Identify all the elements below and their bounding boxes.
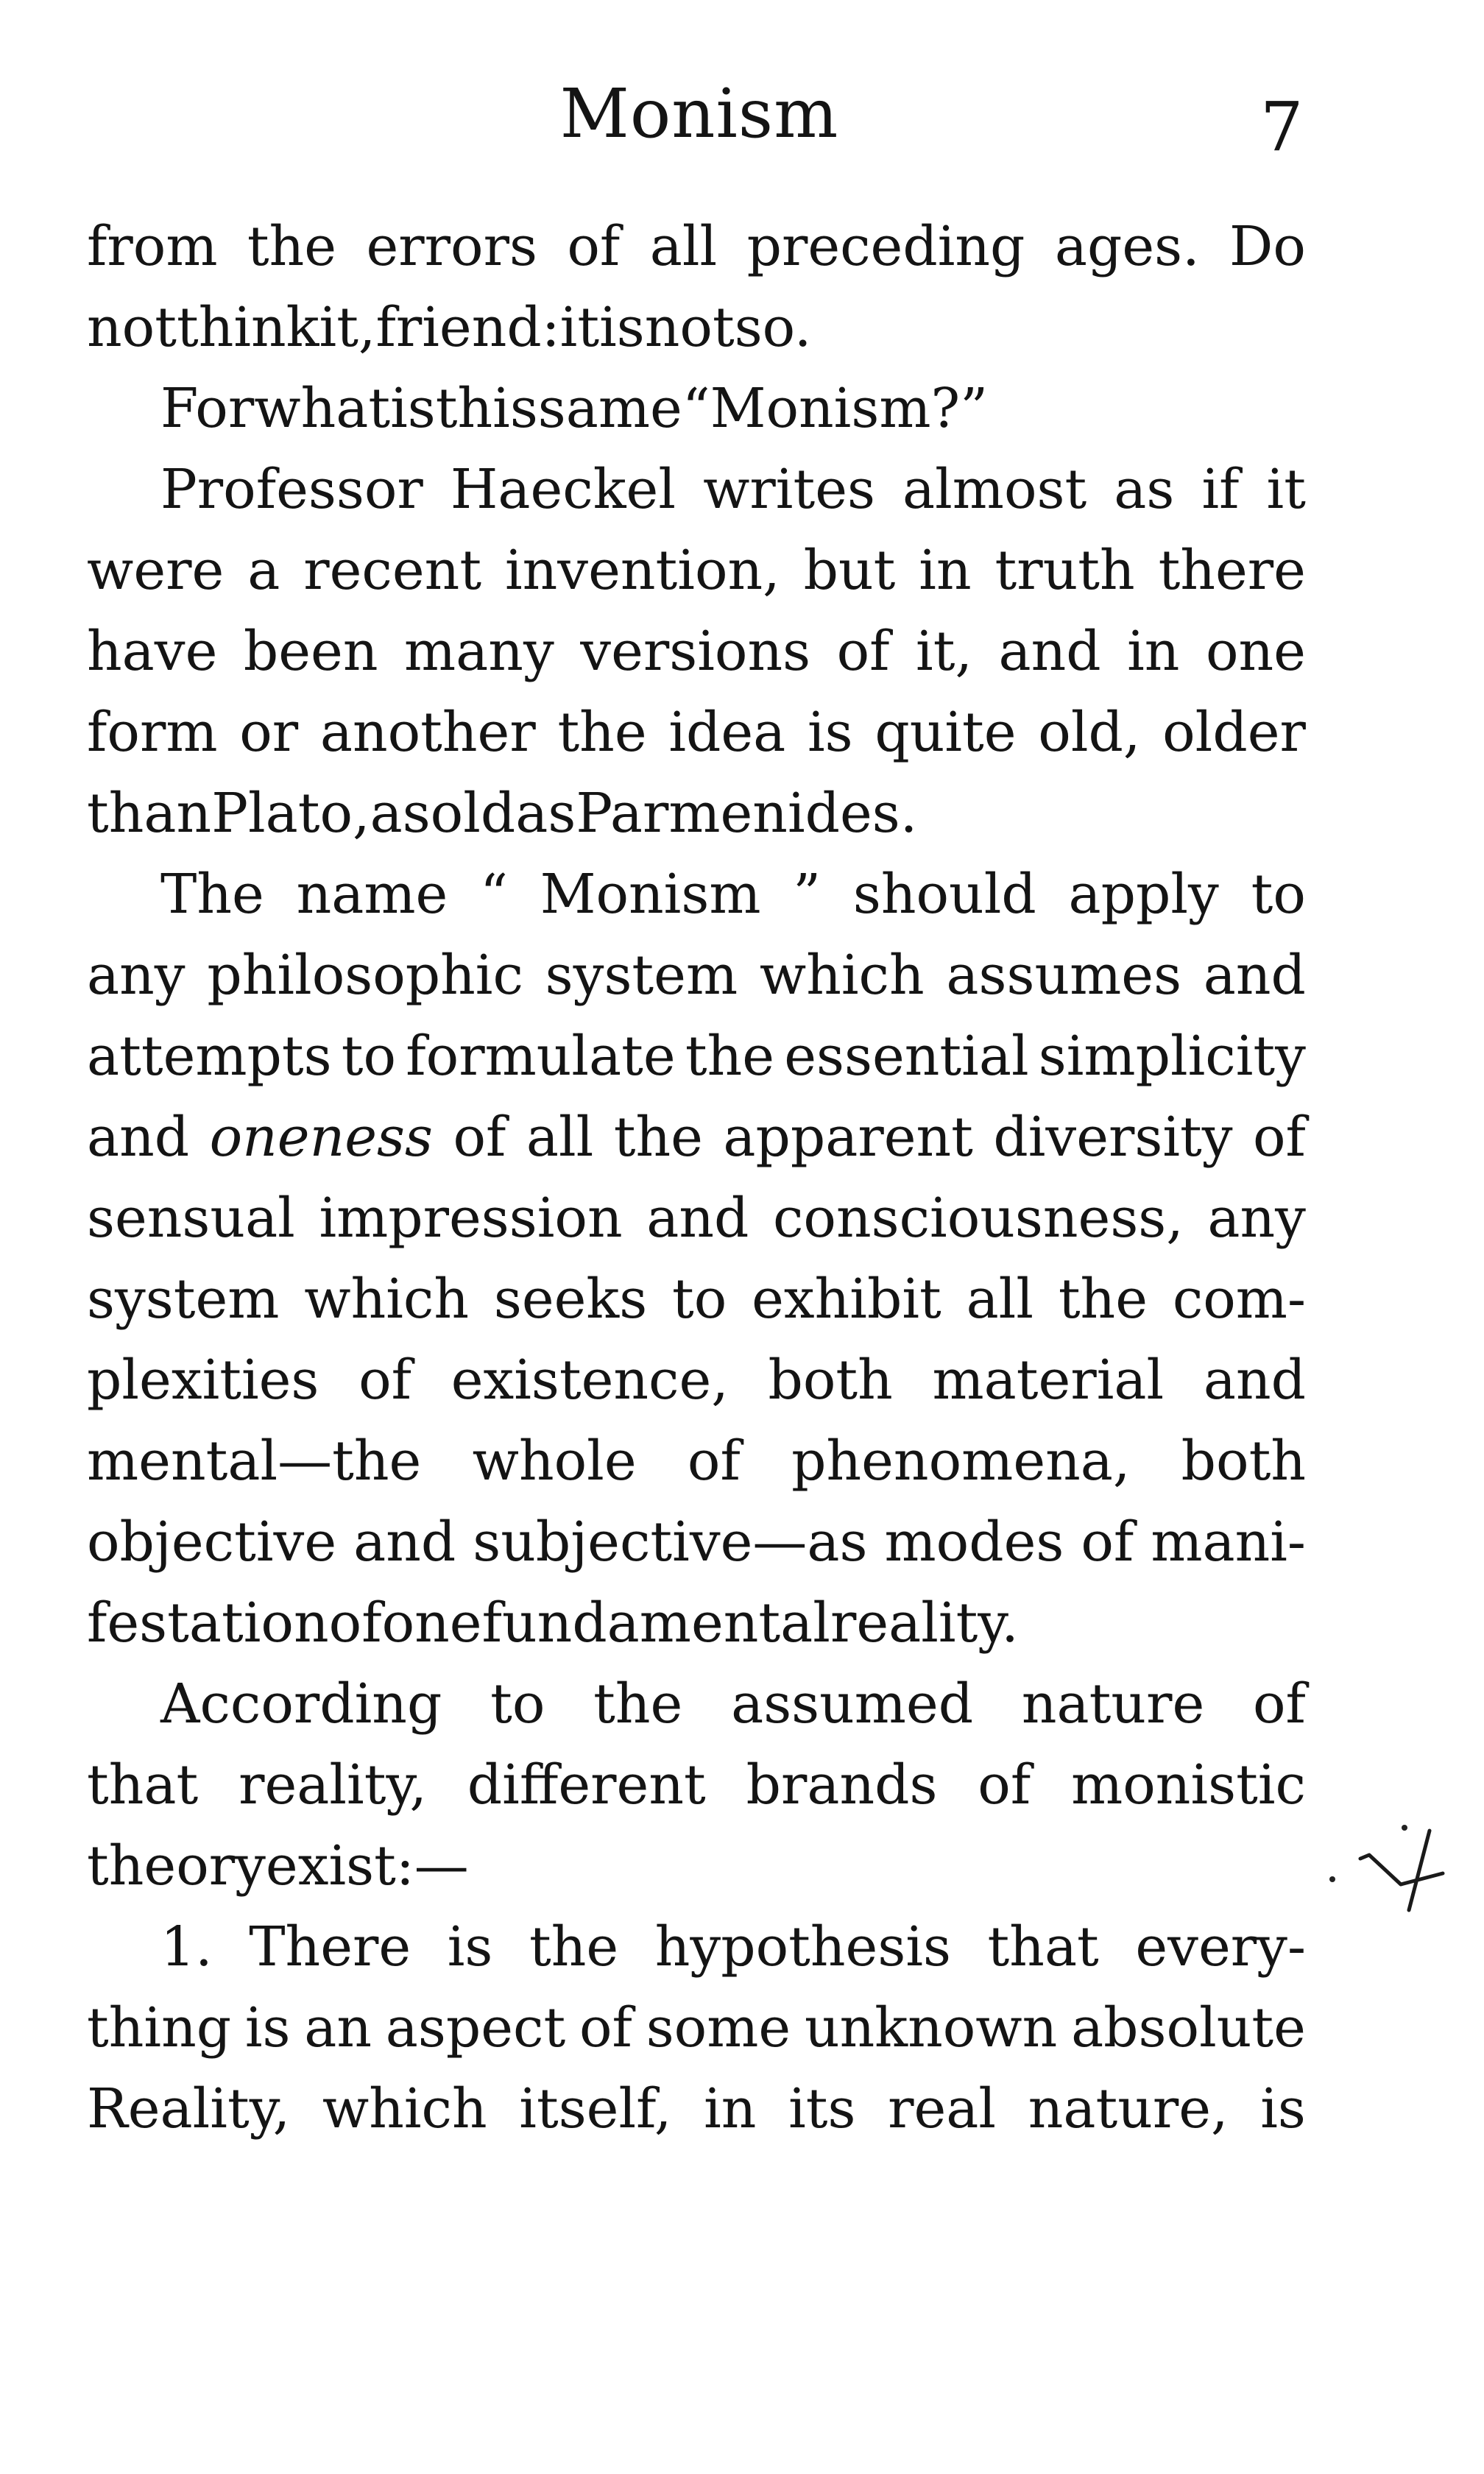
word: seeks: [493, 1268, 648, 1331]
text-line: [87, 1906, 1306, 1987]
word: brands: [746, 1753, 938, 1817]
word: of: [1081, 1510, 1134, 1574]
word: Monism: [540, 863, 761, 926]
word: one: [1205, 620, 1306, 683]
word: :: [541, 296, 560, 359]
word: same: [537, 377, 682, 440]
word: existence,: [451, 1349, 729, 1412]
word: idea: [668, 701, 786, 764]
text-line: [87, 854, 1306, 935]
word: writes: [703, 458, 875, 521]
word: but: [803, 539, 896, 602]
word: of: [328, 1591, 382, 1655]
word: which: [759, 944, 925, 1007]
word: if: [1201, 458, 1240, 521]
text-line: [87, 449, 1306, 530]
word: the: [529, 1915, 619, 1979]
word: were: [87, 539, 225, 602]
word: There: [249, 1915, 411, 1979]
word: com-: [1172, 1268, 1306, 1331]
word: as: [515, 782, 576, 845]
word: so.: [734, 296, 812, 359]
text-line: [87, 1178, 1306, 1259]
word: all: [649, 215, 718, 278]
word: the: [247, 215, 337, 278]
word: form: [87, 701, 218, 764]
word: real: [888, 2077, 997, 2141]
word: attempts: [87, 1025, 332, 1088]
word: and: [353, 1510, 456, 1574]
word: absolute: [1071, 1996, 1306, 2060]
word: the: [593, 1672, 683, 1736]
word: to: [341, 1025, 397, 1088]
word: both: [768, 1349, 893, 1412]
word: it: [559, 296, 600, 359]
word: subjective—as: [473, 1510, 868, 1574]
word: and: [998, 620, 1101, 683]
word: objective: [87, 1510, 337, 1574]
word: itself,: [519, 2077, 672, 2141]
word: “: [480, 863, 508, 926]
word: which: [322, 2077, 487, 2141]
text-line: [87, 1826, 1306, 1906]
word: ages.: [1054, 215, 1200, 278]
text-line: [87, 2068, 1306, 2149]
word: 1.: [160, 1915, 213, 1979]
word: fundamental: [481, 1591, 830, 1655]
word: the: [685, 1025, 775, 1088]
word: Professor: [160, 458, 423, 521]
word: apparent: [723, 1106, 973, 1169]
word: Parmenides.: [576, 782, 918, 845]
word: than: [87, 782, 212, 845]
word: of: [836, 620, 890, 683]
word: theory: [87, 1834, 266, 1898]
word: mani-: [1151, 1510, 1306, 1574]
word: of: [978, 1753, 1031, 1817]
word: modes: [884, 1510, 1064, 1574]
text-line: [87, 1097, 1306, 1178]
word: material: [932, 1349, 1165, 1412]
word: system: [545, 944, 738, 1007]
word: the: [613, 1106, 703, 1169]
text-line: [87, 935, 1306, 1016]
word: plexities: [87, 1349, 319, 1412]
word: apply: [1068, 863, 1219, 926]
word: is: [1260, 2077, 1306, 2141]
word: it,: [319, 296, 376, 359]
text-line: [87, 1016, 1306, 1097]
running-title: Monism: [559, 74, 839, 153]
text-line: [87, 368, 1306, 449]
word: as: [1114, 458, 1175, 521]
word: its: [788, 2077, 856, 2141]
word: aspect: [385, 1996, 566, 2060]
word: monistic: [1071, 1753, 1306, 1817]
word: truth: [994, 539, 1135, 602]
word: the: [1058, 1268, 1148, 1331]
word: is: [599, 296, 645, 359]
word: errors: [366, 215, 537, 278]
text-line: [87, 1421, 1306, 1502]
word: exhibit: [752, 1268, 941, 1331]
word: the: [557, 701, 647, 764]
word: old,: [1038, 701, 1141, 764]
word: and: [87, 1106, 190, 1169]
word: and: [646, 1187, 749, 1250]
word: mental—the: [87, 1429, 422, 1493]
word: simplicity: [1038, 1025, 1306, 1088]
word: any: [87, 944, 186, 1007]
word: there: [1158, 539, 1306, 602]
body-text: [87, 206, 1306, 2149]
word: from: [87, 215, 218, 278]
text-line: [87, 692, 1306, 773]
word: think: [176, 296, 319, 359]
word: recent: [303, 539, 482, 602]
word: to: [672, 1268, 727, 1331]
word: of: [1252, 1672, 1306, 1736]
word: in: [1127, 620, 1180, 683]
word: old: [430, 782, 516, 845]
word: not: [644, 296, 735, 359]
word: of: [567, 215, 621, 278]
word: consciousness,: [772, 1187, 1184, 1250]
word: of: [1253, 1106, 1306, 1169]
word: quite: [875, 701, 1017, 764]
word: that: [87, 1753, 199, 1817]
word: both: [1181, 1429, 1306, 1493]
word: impression: [319, 1187, 623, 1250]
word: is: [244, 1996, 291, 2060]
word: nature,: [1028, 2077, 1229, 2141]
word: and: [1203, 1349, 1306, 1412]
word: Haeckel: [450, 458, 676, 521]
word: ”: [960, 377, 989, 440]
text-line: [87, 1745, 1306, 1826]
word: whole: [472, 1429, 637, 1493]
word: Monism: [710, 377, 931, 440]
word: diversity: [993, 1106, 1233, 1169]
word: formulate: [406, 1025, 676, 1088]
word: exist: [265, 1834, 396, 1898]
word: it: [1266, 458, 1306, 521]
word: an: [304, 1996, 372, 2060]
word: reality.: [830, 1591, 1019, 1655]
word: or: [239, 701, 299, 764]
word: it,: [916, 620, 972, 683]
word: should: [852, 863, 1036, 926]
word: reality,: [239, 1753, 427, 1817]
word: that: [987, 1915, 1099, 1979]
word: According: [160, 1672, 442, 1736]
word: “: [682, 377, 710, 440]
word: nature: [1021, 1672, 1205, 1736]
text-line: [87, 773, 1306, 854]
text-line: [87, 1664, 1306, 1745]
word: :—: [395, 1834, 469, 1898]
word: invention,: [504, 539, 780, 602]
handwritten-mark-icon: [1325, 1814, 1472, 1932]
text-line: [87, 1259, 1306, 1340]
word: friend: [375, 296, 542, 359]
word: another: [319, 701, 536, 764]
word: Do: [1229, 215, 1306, 278]
word: The: [160, 863, 264, 926]
word: is: [390, 377, 436, 440]
word: and: [1203, 944, 1306, 1007]
word: preceding: [746, 215, 1025, 278]
word: as: [370, 782, 431, 845]
word: ?: [930, 377, 961, 440]
word: older: [1162, 701, 1306, 764]
word: is: [447, 1915, 493, 1979]
text-line: [87, 1340, 1306, 1421]
word: assumed: [731, 1672, 974, 1736]
word: any: [1207, 1187, 1306, 1250]
text-line: [87, 1583, 1306, 1664]
running-head: [0, 70, 1484, 166]
word: sensual: [87, 1187, 295, 1250]
word: Reality,: [87, 2077, 291, 2141]
page-number: 7: [1260, 88, 1304, 166]
word: thing: [87, 1996, 232, 2060]
word: For: [160, 377, 255, 440]
word: hypothesis: [654, 1915, 951, 1979]
word: all: [966, 1268, 1034, 1331]
word: oneness: [209, 1106, 434, 1169]
word: essential: [784, 1025, 1029, 1088]
word: assumes: [946, 944, 1182, 1007]
word: of: [358, 1349, 412, 1412]
word: one: [381, 1591, 482, 1655]
text-line: [87, 611, 1306, 692]
text-line: [87, 287, 1306, 368]
word: in: [704, 2077, 757, 2141]
word: to: [490, 1672, 545, 1736]
text-line: [87, 206, 1306, 287]
word: in: [919, 539, 972, 602]
text-line: [87, 1502, 1306, 1583]
word: all: [526, 1106, 594, 1169]
word: system: [87, 1268, 280, 1331]
word: have: [87, 620, 218, 683]
word: different: [467, 1753, 706, 1817]
word: which: [304, 1268, 470, 1331]
word: every-: [1135, 1915, 1306, 1979]
word: is: [808, 701, 853, 764]
word: of: [687, 1429, 741, 1493]
word: name: [296, 863, 448, 926]
word: not: [87, 296, 177, 359]
word: many: [404, 620, 554, 683]
word: festation: [87, 1591, 329, 1655]
word: unknown: [804, 1996, 1058, 2060]
word: almost: [902, 458, 1087, 521]
word: to: [1251, 863, 1306, 926]
word: what: [254, 377, 391, 440]
word: of: [453, 1106, 506, 1169]
word: Plato,: [211, 782, 370, 845]
word: phenomena,: [791, 1429, 1131, 1493]
word: a: [247, 539, 280, 602]
text-line: [87, 1987, 1306, 2068]
word: been: [243, 620, 378, 683]
text-line: [87, 530, 1306, 611]
word: some: [646, 1996, 791, 2060]
word: philosophic: [207, 944, 523, 1007]
word: ”: [793, 863, 822, 926]
word: versions: [580, 620, 811, 683]
word: of: [579, 1996, 632, 2060]
word: this: [435, 377, 538, 440]
